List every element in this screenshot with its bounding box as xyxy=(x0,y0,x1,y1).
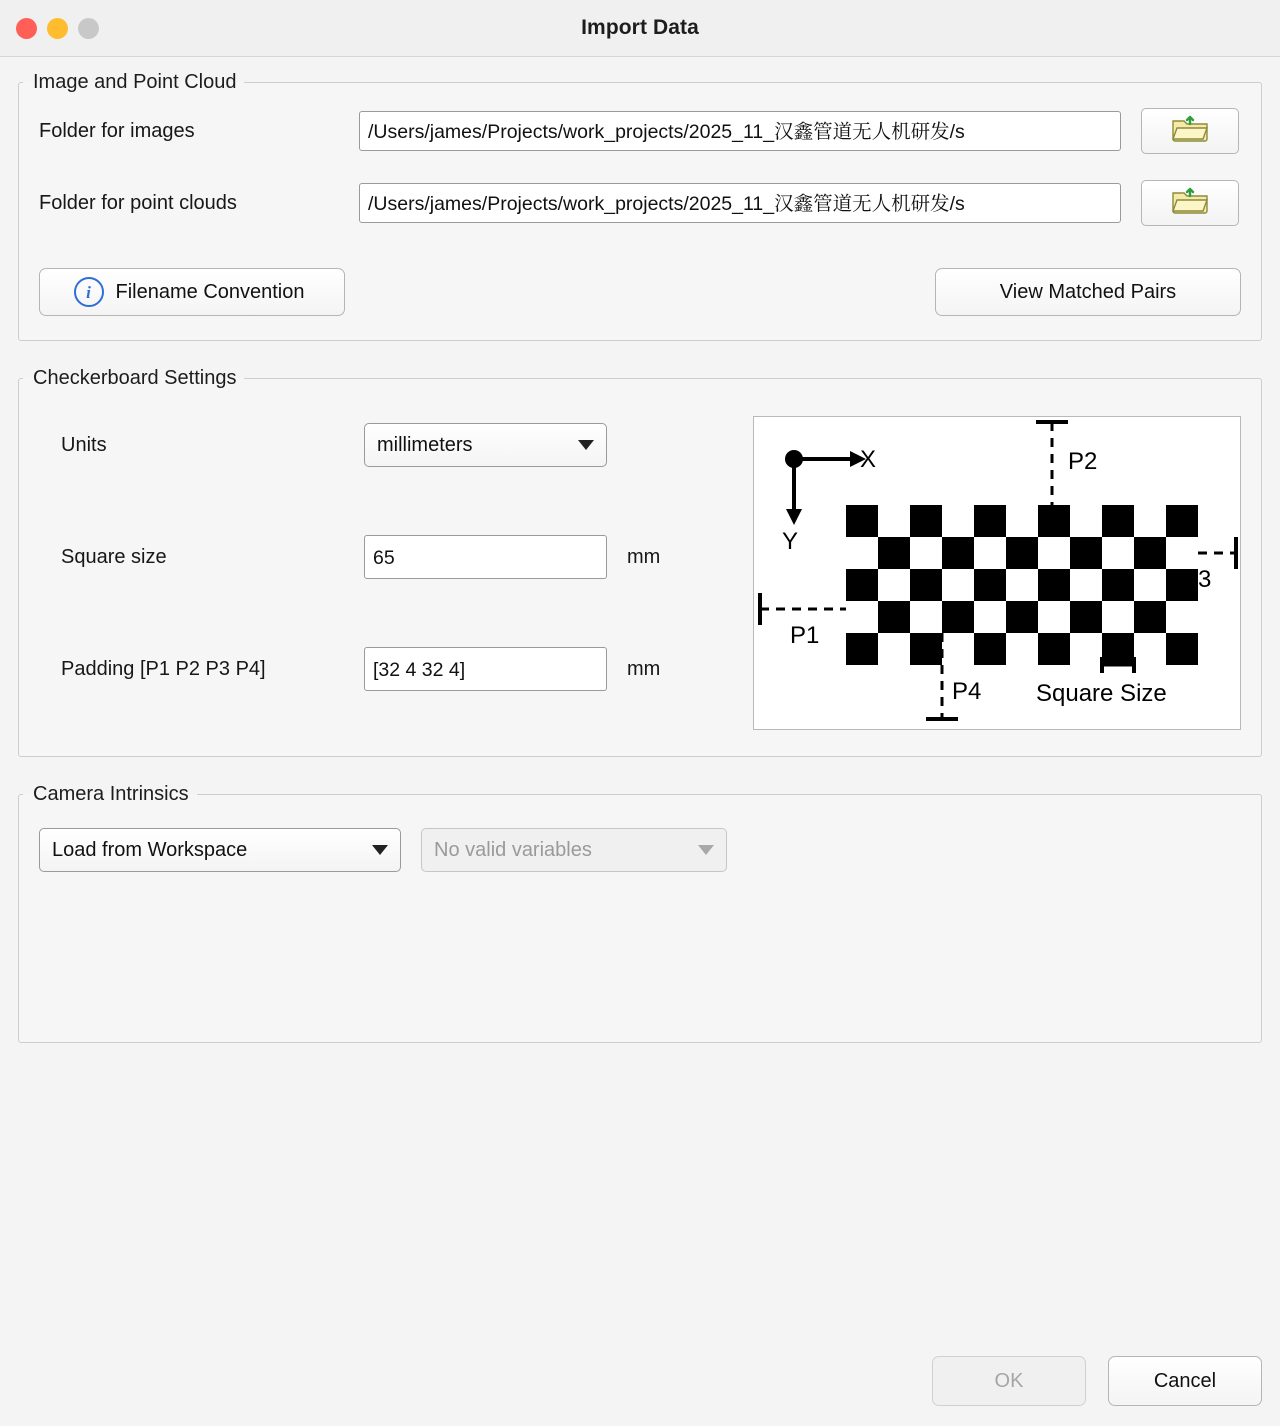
browse-point-clouds-button[interactable] xyxy=(1141,180,1239,226)
folder-images-input[interactable]: /Users/james/Projects/work_projects/2025_11_汉鑫管道无人机研发/s xyxy=(359,111,1121,151)
folder-images-row xyxy=(39,108,1241,154)
chevron-down-icon xyxy=(372,845,388,855)
view-matched-pairs-label: View Matched Pairs xyxy=(999,280,1177,303)
cancel-button[interactable] xyxy=(1108,1356,1262,1406)
folder-point-clouds-label: Folder for point clouds xyxy=(39,191,237,214)
view-matched-pairs-button[interactable] xyxy=(935,268,1241,316)
checkerboard-settings-group xyxy=(18,367,1262,757)
units-row xyxy=(39,412,739,478)
image-point-cloud-group xyxy=(18,71,1262,341)
diagram-p4-label: P4 xyxy=(952,678,982,705)
padding-unit: mm xyxy=(627,657,661,680)
filename-convention-button[interactable] xyxy=(39,268,345,316)
checkerboard-fields xyxy=(39,412,739,730)
diagram-p3-label: P3 xyxy=(1182,566,1212,593)
diagram-p1-label: P1 xyxy=(790,622,820,649)
camera-intrinsics-legend: Camera Intrinsics xyxy=(33,783,189,805)
folder-point-clouds-input[interactable]: /Users/james/Projects/work_projects/2025_11_汉鑫管道无人机研发/s xyxy=(359,183,1121,223)
folder-open-icon xyxy=(1170,186,1210,221)
checkerboard-settings-legend: Checkerboard Settings xyxy=(33,367,237,389)
padding-input[interactable]: [32 4 32 4] xyxy=(364,647,607,691)
diagram-square-size-label: Square Size xyxy=(1036,680,1167,707)
intrinsics-variable-dropdown xyxy=(421,828,727,872)
checkerboard-diagram xyxy=(753,416,1241,730)
intrinsics-variable-value: No valid variables xyxy=(434,838,592,861)
camera-intrinsics-row xyxy=(39,828,1241,872)
intrinsics-source-dropdown[interactable] xyxy=(39,828,401,872)
info-icon: i xyxy=(74,277,104,307)
units-value: millimeters xyxy=(377,433,473,456)
dialog-footer xyxy=(0,1356,1280,1426)
browse-images-button[interactable] xyxy=(1141,108,1239,154)
diagram-x-label: X xyxy=(860,446,877,473)
square-size-label: Square size xyxy=(61,545,167,568)
square-size-input[interactable]: 65 xyxy=(364,535,607,579)
folder-point-clouds-row xyxy=(39,180,1241,226)
cancel-label: Cancel xyxy=(1153,1369,1217,1392)
window-title: Import Data xyxy=(581,16,699,39)
intrinsics-source-value: Load from Workspace xyxy=(52,838,248,861)
padding-label: Padding [P1 P2 P3 P4] xyxy=(61,657,266,680)
folder-images-label: Folder for images xyxy=(39,119,195,142)
camera-intrinsics-group xyxy=(18,783,1262,1043)
title-bar xyxy=(0,0,1280,57)
square-size-row xyxy=(39,524,739,590)
square-size-unit: mm xyxy=(627,545,661,568)
image-point-cloud-body xyxy=(19,94,1261,340)
units-dropdown[interactable] xyxy=(364,423,607,467)
checkerboard-settings-body xyxy=(19,390,1261,756)
folder-open-icon xyxy=(1170,114,1210,149)
units-label: Units xyxy=(61,433,107,456)
diagram-y-label: Y xyxy=(782,528,799,555)
close-button[interactable] xyxy=(16,18,37,39)
diagram-p2-label: P2 xyxy=(1068,448,1098,475)
ok-label: OK xyxy=(994,1369,1024,1392)
chevron-down-icon xyxy=(578,440,594,450)
zoom-button[interactable] xyxy=(78,18,99,39)
image-point-cloud-buttons xyxy=(39,268,1241,316)
image-point-cloud-legend: Image and Point Cloud xyxy=(33,71,237,93)
ok-button xyxy=(932,1356,1086,1406)
dialog-content xyxy=(0,57,1280,1356)
padding-row xyxy=(39,636,739,702)
minimize-button[interactable] xyxy=(47,18,68,39)
window-controls xyxy=(16,0,99,56)
chevron-down-icon xyxy=(698,845,714,855)
camera-intrinsics-body xyxy=(19,806,1261,1042)
filename-convention-label: Filename Convention xyxy=(115,280,305,303)
